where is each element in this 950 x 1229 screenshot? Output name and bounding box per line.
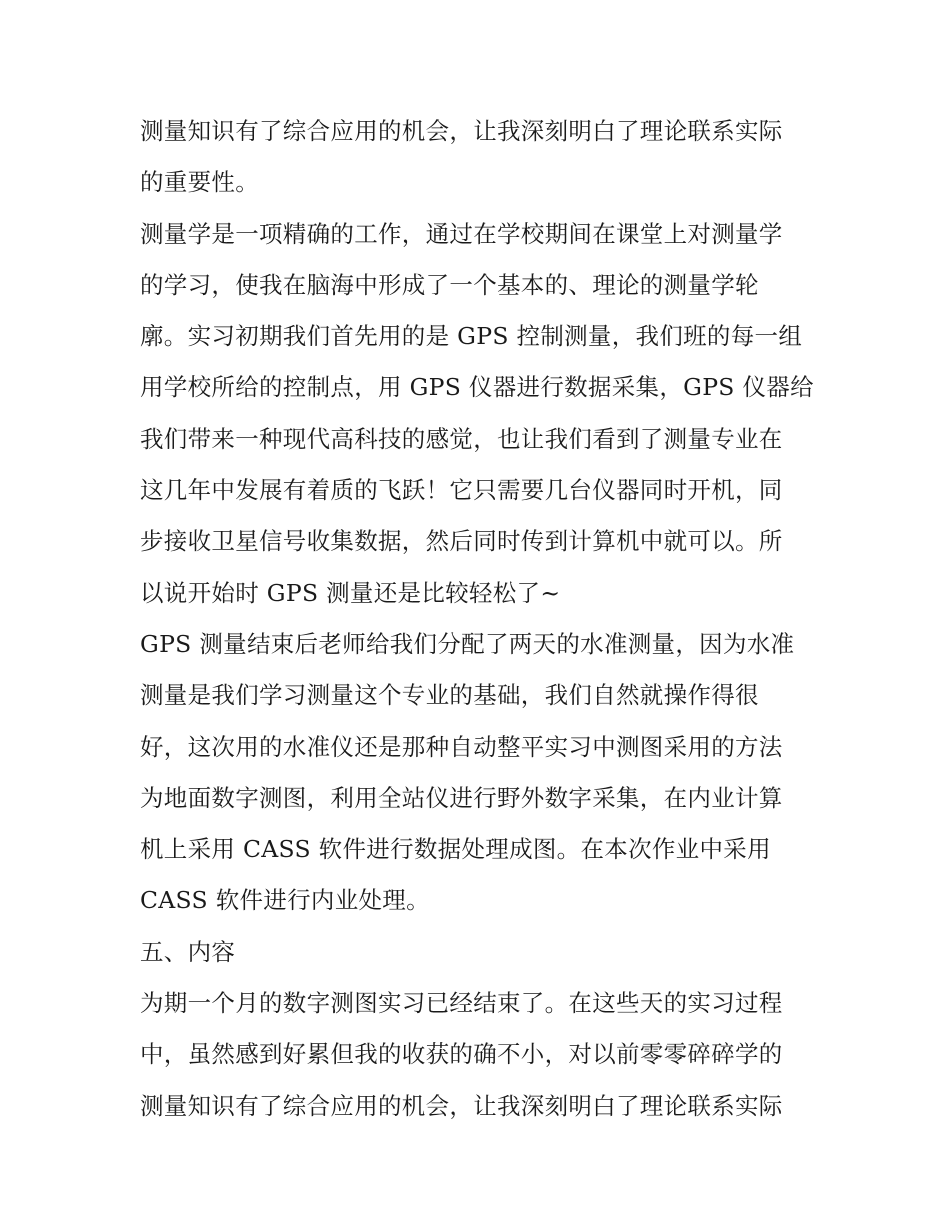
text-line: 我们带来一种现代高科技的感觉，也让我们看到了测量专业在	[140, 424, 783, 453]
text-line: 以说开始时 GPS 测量还是比较轻松了~	[140, 578, 561, 607]
text-line: 测量知识有了综合应用的机会，让我深刻明白了理论联系实际	[140, 1091, 783, 1120]
section-heading: 五、内容	[140, 937, 236, 966]
text-line: 的重要性。	[140, 168, 259, 197]
text-line: 测量学是一项精确的工作，通过在学校期间在课堂上对测量学	[140, 219, 783, 248]
body-text	[140, 106, 820, 1132]
text-line: 用学校所给的控制点，用 GPS 仪器进行数据采集，GPS 仪器给	[140, 373, 814, 402]
text-line: GPS 测量结束后老师给我们分配了两天的水准测量，因为水准	[140, 629, 795, 658]
text-line: 步接收卫星信号收集数据，然后同时传到计算机中就可以。所	[140, 527, 783, 556]
text-line: 好，这次用的水准仪还是那种自动整平实习中测图采用的方法	[140, 732, 783, 761]
text-line: CASS 软件进行内业处理。	[140, 886, 430, 915]
text-line: 为地面数字测图，利用全站仪进行野外数字采集，在内业计算	[140, 783, 783, 812]
text-line: 测量知识有了综合应用的机会，让我深刻明白了理论联系实际	[140, 117, 783, 145]
text-line: 为期一个月的数字测图实习已经结束了。在这些天的实习过程	[140, 989, 783, 1018]
text-line: 廓。实习初期我们首先用的是 GPS 控制测量，我们班的每一组	[140, 322, 803, 351]
text-line: 机上采用 CASS 软件进行数据处理成图。在本次作业中采用	[140, 835, 771, 864]
text-line: 这几年中发展有着质的飞跃！它只需要几台仪器同时开机，同	[140, 476, 783, 505]
text-line: 测量是我们学习测量这个专业的基础，我们自然就操作得很	[140, 681, 759, 710]
text-line: 中，虽然感到好累但我的收获的确不小，对以前零零碎碎学的	[140, 1040, 783, 1069]
text-line: 的学习，使我在脑海中形成了一个基本的、理论的测量学轮	[140, 270, 759, 299]
